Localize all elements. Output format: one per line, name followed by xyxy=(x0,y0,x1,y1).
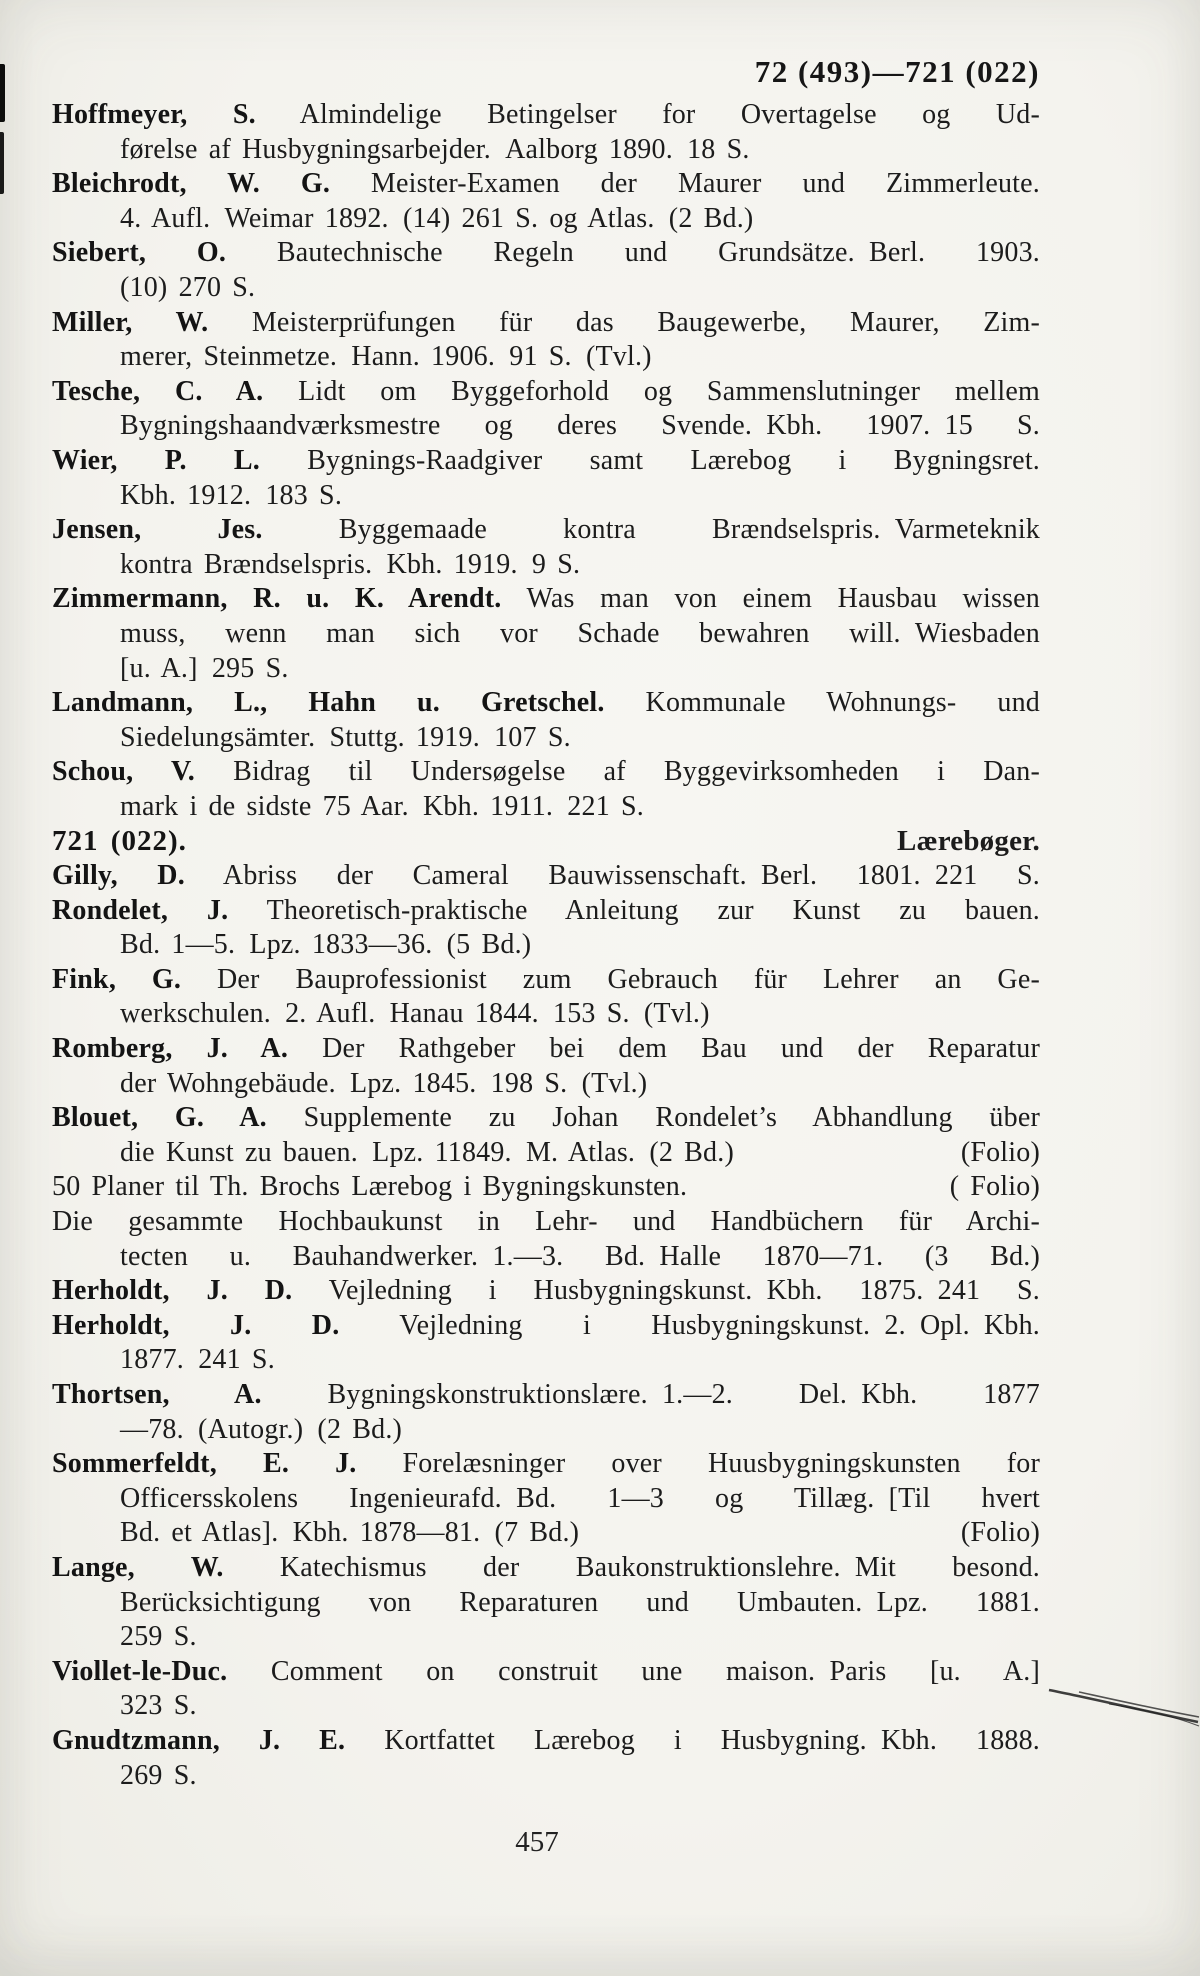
entry-line xyxy=(52,306,1040,341)
entry-text: Bd. 1—5. Lpz. 1833—36. (5 Bd.) xyxy=(120,929,532,961)
entry-text: werkschulen. 2. Aufl. Hanau 1844. 153 S. (Tvl.) xyxy=(120,998,710,1030)
entry-text: Vejledning i Husbygningskunst. Kbh. 1875. 241 S. xyxy=(292,1275,1040,1307)
entry-line xyxy=(52,1274,1040,1309)
entry-line xyxy=(52,1413,1040,1448)
entry-line xyxy=(52,894,1040,929)
entry-text: Katechismus der Baukonstruktionslehre. Mit besond. xyxy=(223,1551,1040,1583)
entry-text: merer, Steinmetze. Hann. 1906. 91 S. (Tvl.) xyxy=(120,341,652,373)
entry-author: Fink, G. xyxy=(52,963,182,995)
entry-text: Bygnings-Raadgiver samt Lærebog i Bygningsret. xyxy=(259,444,1040,476)
entry-text: die Kunst zu bauen. Lpz. 11849. M. Atlas. (2 Bd.) xyxy=(120,1136,734,1168)
entry-line xyxy=(52,963,1040,998)
entry-line xyxy=(52,1724,1040,1759)
entry-text: 1877. 241 S. xyxy=(120,1344,275,1376)
entry-line xyxy=(52,928,1040,963)
entry-author: Hoffmeyer, S. xyxy=(52,99,256,130)
section-title: Lærebøger. xyxy=(897,825,1040,858)
entry-author: Wier, P. L. xyxy=(52,444,260,476)
format-note: ( Folio) xyxy=(949,1171,1040,1203)
entry-text: Kommunale Wohnungs- und xyxy=(604,687,1040,719)
entry-line xyxy=(52,686,1040,721)
entry-line xyxy=(52,755,1040,790)
page-number: 457 xyxy=(515,1826,559,1858)
entry-line xyxy=(52,1343,1040,1378)
entry-line xyxy=(52,1136,1040,1171)
entry-line xyxy=(52,409,1040,444)
entry-line xyxy=(52,167,1040,202)
entry-line xyxy=(52,513,1040,548)
entry-text: muss, wenn man sich vor Schade bewahren will. Wiesbaden xyxy=(120,617,1040,649)
entry-text: Abriss der Cameral Bauwissenschaft. Berl. 1801. 221 S. xyxy=(184,860,1040,892)
entry-line xyxy=(52,479,1040,514)
entry-line xyxy=(52,1067,1040,1102)
section-heading-line xyxy=(52,824,1040,859)
format-note: (Folio) xyxy=(960,1517,1040,1549)
entry-author: Bleichrodt, W. G. xyxy=(52,168,331,200)
entry-text: 4. Aufl. Weimar 1892. (14) 261 S. og Atlas. (2 Bd.) xyxy=(120,202,754,234)
entry-text: Berücksichtigung von Reparaturen und Umbauten. Lpz. 1881. xyxy=(120,1586,1040,1618)
entry-author: Lange, W. xyxy=(52,1551,224,1583)
entry-author: Siebert, O. xyxy=(52,237,227,269)
entry-line xyxy=(52,444,1040,479)
entry-text: Bygningskonstruktionslære. 1.—2. Del. Kbh. 1877 xyxy=(261,1378,1040,1410)
entry-author: Thortsen, A. xyxy=(52,1378,262,1410)
entry-line xyxy=(52,340,1040,375)
entry-text: Bautechnische Regeln und Grundsätze. Berl. 1903. xyxy=(226,237,1040,269)
entry-text: Kortfattet Lærebog i Husbygning. Kbh. 1888. xyxy=(345,1724,1040,1756)
entry-line xyxy=(52,582,1040,617)
entry-text: Lidt om Byggeforhold og Sammenslutninger mellem xyxy=(263,375,1040,407)
entry-author: Gnudtzmann, J. E. xyxy=(52,1724,346,1756)
entry-text: Comment on construit une maison. Paris [u. A.] xyxy=(227,1655,1040,1687)
entry-text: 259 S. xyxy=(120,1621,197,1653)
entry-list xyxy=(52,98,1040,1793)
entry-line xyxy=(52,271,1040,306)
entry-line xyxy=(52,1689,1040,1724)
entry-text: Supplemente zu Johan Rondelet’s Abhandlung über xyxy=(266,1102,1040,1134)
entry-author: Sommerfeldt, E. J. xyxy=(52,1448,357,1480)
entry-text: Theoretisch-praktische Anleitung zur Kunst zu bauen. xyxy=(228,894,1040,926)
entry-author: Rondelet, J. xyxy=(52,894,229,926)
pen-mark-artifact xyxy=(1045,1680,1200,1732)
entry-text: 50 Planer til Th. Brochs Lærebog i Bygningskunsten. xyxy=(52,1171,688,1203)
format-note: (Folio) xyxy=(960,1136,1040,1168)
entry-line xyxy=(52,1309,1040,1344)
entry-line xyxy=(52,1551,1040,1586)
entry-text: Forelæsninger over Huusbygningskunsten for xyxy=(356,1448,1040,1480)
section-code: 721 (022). xyxy=(52,825,187,858)
entry-author: Romberg, J. A. xyxy=(52,1033,289,1065)
entry-author: Miller, W. xyxy=(52,306,209,338)
entry-line xyxy=(52,997,1040,1032)
entry-text: tecten u. Bauhandwerker. 1.—3. Bd. Halle 1870—71. (3 Bd.) xyxy=(120,1240,1040,1272)
entry-line xyxy=(52,1032,1040,1067)
entry-line xyxy=(52,1205,1040,1240)
entry-text: Officersskolens Ingenieurafd. Bd. 1—3 og Tillæg. [Til hvert xyxy=(120,1482,1040,1514)
entry-text: førelse af Husbygningsarbejder. Aalborg 1890. 18 S. xyxy=(120,133,750,165)
entry-text: 323 S. xyxy=(120,1690,197,1722)
entry-author: Jensen, Jes. xyxy=(52,514,263,546)
entry-line xyxy=(52,548,1040,583)
entry-text: 269 S. xyxy=(120,1759,197,1791)
entry-line xyxy=(52,1378,1040,1413)
entry-author: Landmann, L., Hahn u. Gretschel. xyxy=(52,687,605,719)
entry-author: Tesche, C. A. xyxy=(52,375,264,407)
entry-text: Kbh. 1912. 183 S. xyxy=(120,479,343,511)
entry-line xyxy=(52,1586,1040,1621)
entry-author: Zimmermann, R. u. K. Arendt. xyxy=(52,583,502,615)
entry-text: Byggemaade kontra Brændselspris. Varmeteknik xyxy=(262,514,1040,546)
entry-author: Schou, V. xyxy=(52,756,195,788)
entry-text: —78. (Autogr.) (2 Bd.) xyxy=(120,1413,403,1445)
entry-text: Bd. et Atlas]. Kbh. 1878—81. (7 Bd.) xyxy=(120,1517,580,1549)
entry-text: Der Bauprofessionist zum Gebrauch für Lehrer an Ge- xyxy=(181,963,1040,995)
scan-edge-artifact xyxy=(0,132,4,194)
entry-author: Herholdt, J. D. xyxy=(52,1275,293,1307)
entry-text: kontra Brændselspris. Kbh. 1919. 9 S. xyxy=(120,548,581,580)
entry-author: Viollet-le-Duc. xyxy=(52,1655,228,1687)
entry-line xyxy=(52,1620,1040,1655)
entry-author: Herholdt, J. D. xyxy=(52,1309,340,1341)
entry-text: mark i de sidste 75 Aar. Kbh. 1911. 221 S. xyxy=(120,790,644,822)
entry-line xyxy=(52,721,1040,756)
entry-line xyxy=(52,1516,1040,1551)
entry-text: Bidrag til Undersøgelse af Byggevirksomheden i Dan- xyxy=(194,756,1040,788)
entry-line xyxy=(52,1447,1040,1482)
entry-text: Vejledning i Husbygningskunst. 2. Opl. Kbh. xyxy=(339,1309,1040,1341)
entry-line xyxy=(52,375,1040,410)
entry-line xyxy=(52,1170,1040,1205)
entry-text: Was man von einem Hausbau wissen xyxy=(501,583,1040,615)
entry-line xyxy=(52,790,1040,825)
entry-text: Bygningshaandværksmestre og deres Svende. Kbh. 1907. 15 S. xyxy=(120,410,1040,442)
entry-text: der Wohngebäude. Lpz. 1845. 198 S. (Tvl.) xyxy=(120,1067,648,1099)
entry-text: Die gesammte Hochbaukunst in Lehr- und Handbüchern für Archi- xyxy=(52,1206,1040,1237)
entry-line xyxy=(52,1101,1040,1136)
page-header-classification: 72 (493)—721 (022) xyxy=(754,54,1040,89)
entry-line xyxy=(52,98,1040,133)
entry-line xyxy=(52,1655,1040,1690)
entry-text: Meisterprüfungen für das Baugewerbe, Maurer, Zim- xyxy=(208,306,1040,338)
entry-text: (10) 270 S. xyxy=(120,271,256,303)
entry-line xyxy=(52,236,1040,271)
entry-text: [u. A.] 295 S. xyxy=(120,652,289,684)
entry-text: Der Rathgeber bei dem Bau und der Reparatur xyxy=(288,1033,1040,1065)
scan-edge-artifact xyxy=(0,64,5,122)
entry-line xyxy=(52,202,1040,237)
entry-author: Gilly, D. xyxy=(52,860,185,892)
entry-text: Siedelungsämter. Stuttg. 1919. 107 S. xyxy=(120,721,571,753)
entry-line xyxy=(52,133,1040,168)
entry-text: Almindelige Betingelser for Overtagelse og Ud- xyxy=(255,99,1040,130)
entry-line xyxy=(52,1482,1040,1517)
entry-author: Blouet, G. A. xyxy=(52,1102,267,1134)
entry-line xyxy=(52,859,1040,894)
entry-line xyxy=(52,652,1040,687)
entry-line xyxy=(52,617,1040,652)
entry-line xyxy=(52,1240,1040,1275)
entry-text: Meister-Examen der Maurer und Zimmerleute. xyxy=(330,168,1040,200)
entry-line xyxy=(52,1759,1040,1794)
